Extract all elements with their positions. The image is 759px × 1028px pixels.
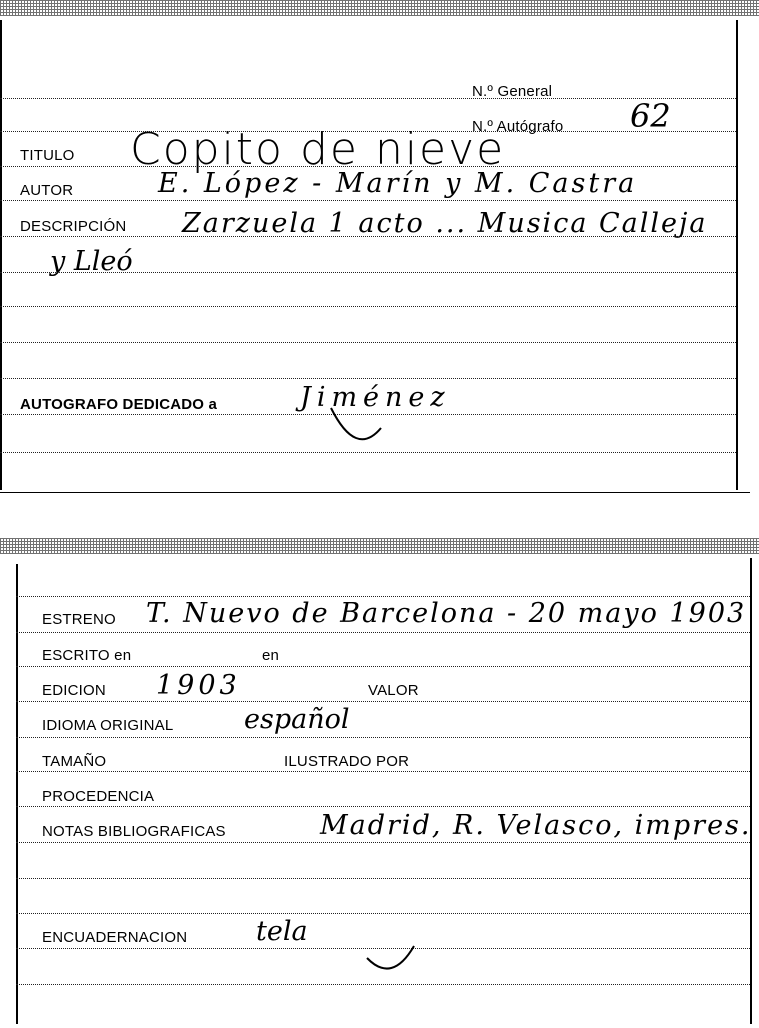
- ruled-line: [16, 806, 750, 807]
- punch-hole-mark: [362, 936, 422, 980]
- descripcion-value: Zarzuela 1 acto ... Musica Calleja: [182, 208, 708, 239]
- ruled-line: [0, 200, 736, 201]
- autografo-number-label: N.º Autógrafo: [472, 118, 564, 135]
- valor-label: VALOR: [368, 682, 419, 699]
- escrito-en-label: en: [262, 647, 280, 664]
- idioma-label: IDIOMA ORIGINAL: [42, 717, 174, 734]
- tamano-label: TAMAÑO: [42, 753, 107, 770]
- ruled-line: [0, 98, 736, 99]
- autografo-number-value: 62: [630, 97, 671, 135]
- titulo-value: Copito de nieve: [130, 124, 506, 175]
- autor-value: E. López - Marín y M. Castra: [158, 168, 638, 199]
- encuadernacion-label: ENCUADERNACION: [42, 929, 188, 946]
- escrito-label: ESCRITO en: [42, 647, 132, 664]
- idioma-value: español: [244, 704, 350, 735]
- ruled-line: [0, 452, 736, 453]
- card-left-border: [16, 564, 18, 1024]
- descripcion-label: DESCRIPCIÓN: [20, 218, 127, 235]
- estreno-label: ESTRENO: [42, 611, 116, 628]
- punch-hole-mark: [326, 398, 386, 448]
- dedicado-value: Jiménez: [300, 382, 451, 413]
- ruled-line: [16, 632, 750, 633]
- ruled-line: [0, 342, 736, 343]
- ruled-line: [16, 596, 750, 597]
- estreno-value: T. Nuevo de Barcelona - 20 mayo 1903: [146, 598, 747, 629]
- ruled-line: [16, 771, 750, 772]
- torn-top-edge: [0, 0, 759, 16]
- ruled-line: [16, 701, 750, 702]
- catalog-card-top: [0, 0, 759, 492]
- edicion-value: 1903: [156, 670, 241, 701]
- autor-label: AUTOR: [20, 182, 74, 199]
- card-right-border: [750, 558, 752, 1024]
- ruled-line: [0, 306, 736, 307]
- encuadernacion-value: tela: [256, 916, 308, 947]
- general-number-label: N.º General: [472, 83, 553, 100]
- ruled-line: [0, 378, 736, 379]
- catalog-card-bottom: [0, 538, 759, 1028]
- card-left-border: [0, 20, 2, 490]
- ilustrado-label: ILUSTRADO POR: [284, 753, 410, 770]
- dedicado-label: AUTOGRAFO DEDICADO a: [20, 396, 218, 413]
- notas-label: NOTAS BIBLIOGRAFICAS: [42, 823, 226, 840]
- ruled-line: [16, 913, 750, 914]
- ruled-line: [16, 878, 750, 879]
- notas-value: Madrid, R. Velasco, impres.: [320, 810, 752, 841]
- card-right-border: [736, 20, 738, 490]
- procedencia-label: PROCEDENCIA: [42, 788, 155, 805]
- ruled-line: [16, 984, 750, 985]
- ruled-line: [16, 842, 750, 843]
- edicion-label: EDICION: [42, 682, 106, 699]
- descripcion-continuation: y Lleó: [50, 246, 133, 277]
- torn-top-edge: [0, 538, 759, 554]
- titulo-label: TITULO: [20, 147, 75, 164]
- ruled-line: [16, 737, 750, 738]
- card-divider: [0, 492, 750, 493]
- ruled-line: [16, 666, 750, 667]
